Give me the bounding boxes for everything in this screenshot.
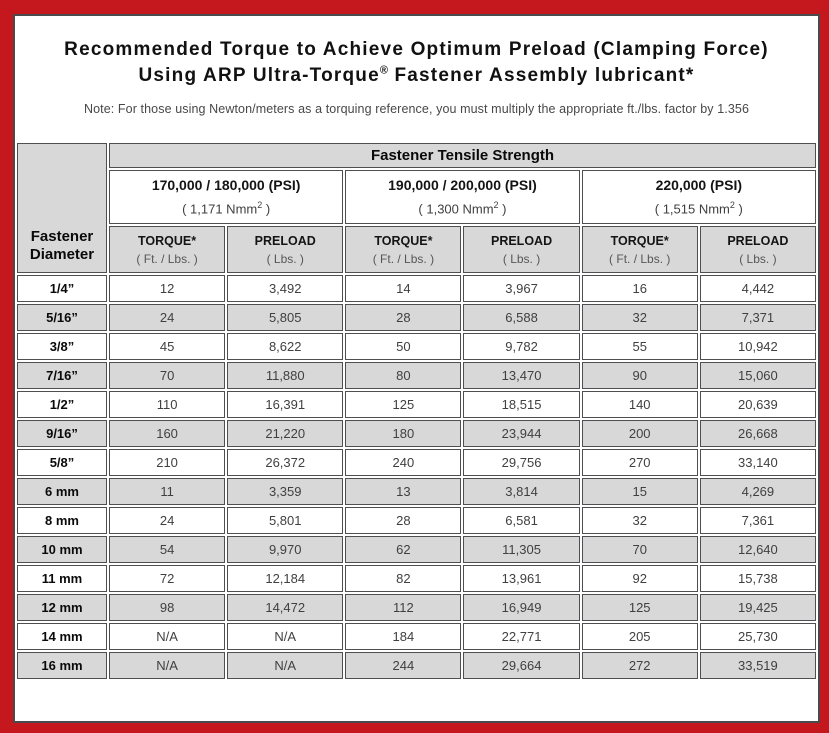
torque-value-cell: N/A [109, 623, 225, 650]
torque-value-cell: 240 [345, 449, 461, 476]
torque-column-header: TORQUE* ( Ft. / Lbs. ) [582, 226, 698, 273]
preload-value-cell: N/A [227, 652, 343, 679]
torque-value-cell: 24 [109, 304, 225, 331]
torque-value-cell: 28 [345, 304, 461, 331]
torque-value-cell: 24 [109, 507, 225, 534]
table-row [17, 507, 816, 534]
psi-label: 190,000 / 200,000 (PSI) [388, 177, 537, 194]
preload-value-cell: 4,442 [700, 275, 816, 302]
preload-value-cell: 16,949 [463, 594, 579, 621]
preload-value-cell: N/A [227, 623, 343, 650]
table-row [17, 478, 816, 505]
page-title-line1: Recommended Torque to Achieve Optimum Preload (Clamping Force) [64, 39, 769, 60]
torque-value-cell: 15 [582, 478, 698, 505]
preload-value-cell: 4,269 [700, 478, 816, 505]
preload-value-cell: 3,967 [463, 275, 579, 302]
fastener-diameter-cell: 5/16” [17, 304, 107, 331]
psi-label: 220,000 (PSI) [655, 177, 742, 194]
registered-trademark-symbol: ® [379, 64, 388, 77]
preload-value-cell: 29,664 [463, 652, 579, 679]
corner-label-line2: Diameter [29, 246, 95, 264]
tensile-strength-header-row [17, 143, 816, 168]
preload-value-cell: 10,942 [700, 333, 816, 360]
torque-value-cell: 45 [109, 333, 225, 360]
preload-value-cell: 11,880 [227, 362, 343, 389]
conversion-note: Note: For those using Newton/meters as a torquing reference, you must multiply the appropriate ft./lbs. factor by 1.356 [83, 102, 749, 117]
strength-group-190-200 [345, 170, 579, 224]
preload-value-cell: 8,622 [227, 333, 343, 360]
preload-value-cell: 3,359 [227, 478, 343, 505]
preload-value-cell: 15,060 [700, 362, 816, 389]
fastener-diameter-cell: 7/16” [17, 362, 107, 389]
preload-value-cell: 29,756 [463, 449, 579, 476]
title-block [15, 16, 818, 141]
table-row [17, 304, 816, 331]
torque-column-header: TORQUE* ( Ft. / Lbs. ) [109, 226, 225, 273]
preload-value-cell: 12,640 [700, 536, 816, 563]
preload-value-cell: 20,639 [700, 391, 816, 418]
fastener-diameter-cell: 9/16” [17, 420, 107, 447]
table-row [17, 420, 816, 447]
table-row [17, 333, 816, 360]
preload-value-cell: 23,944 [463, 420, 579, 447]
torque-value-cell: 28 [345, 507, 461, 534]
preload-value-cell: 9,970 [227, 536, 343, 563]
nmm-label: ( 1,171 Nmm$^2$ ) [182, 200, 271, 217]
torque-value-cell: 70 [582, 536, 698, 563]
psi-header-row [17, 170, 816, 224]
torque-value-cell: 72 [109, 565, 225, 592]
fastener-diameter-cell: 5/8” [17, 449, 107, 476]
preload-value-cell: 14,472 [227, 594, 343, 621]
page-title-line2 [15, 63, 818, 89]
torque-value-cell: 110 [109, 391, 225, 418]
preload-column-header: PRELOAD ( Lbs. ) [227, 226, 343, 273]
torque-value-cell: 80 [345, 362, 461, 389]
preload-value-cell: 7,361 [700, 507, 816, 534]
table-body [17, 275, 816, 679]
torque-value-cell: 92 [582, 565, 698, 592]
torque-value-cell: 272 [582, 652, 698, 679]
preload-value-cell: 5,805 [227, 304, 343, 331]
torque-value-cell: 62 [345, 536, 461, 563]
fastener-diameter-cell: 10 mm [17, 536, 107, 563]
fastener-diameter-cell: 3/8” [17, 333, 107, 360]
preload-value-cell: 6,581 [463, 507, 579, 534]
torque-value-cell: 32 [582, 507, 698, 534]
table-row [17, 449, 816, 476]
title-line2-suffix: Fastener Assembly lubricant* [387, 64, 695, 86]
preload-value-cell: 7,371 [700, 304, 816, 331]
fastener-diameter-cell: 14 mm [17, 623, 107, 650]
fastener-diameter-cell: 11 mm [17, 565, 107, 592]
preload-value-cell: 26,668 [700, 420, 816, 447]
table-row [17, 362, 816, 389]
torque-value-cell: 82 [345, 565, 461, 592]
torque-value-cell: 125 [582, 594, 698, 621]
torque-value-cell: 90 [582, 362, 698, 389]
torque-value-cell: 160 [109, 420, 225, 447]
preload-value-cell: 22,771 [463, 623, 579, 650]
preload-value-cell: 3,814 [463, 478, 579, 505]
torque-value-cell: 210 [109, 449, 225, 476]
torque-value-cell: 16 [582, 275, 698, 302]
preload-value-cell: 26,372 [227, 449, 343, 476]
torque-value-cell: 70 [109, 362, 225, 389]
table-row [17, 391, 816, 418]
torque-value-cell: 98 [109, 594, 225, 621]
preload-value-cell: 11,305 [463, 536, 579, 563]
preload-value-cell: 13,470 [463, 362, 579, 389]
fastener-diameter-cell: 1/2” [17, 391, 107, 418]
preload-value-cell: 25,730 [700, 623, 816, 650]
torque-value-cell: 270 [582, 449, 698, 476]
torque-value-cell: 13 [345, 478, 461, 505]
torque-value-cell: 244 [345, 652, 461, 679]
torque-value-cell: N/A [109, 652, 225, 679]
preload-value-cell: 5,801 [227, 507, 343, 534]
torque-value-cell: 200 [582, 420, 698, 447]
torque-value-cell: 125 [345, 391, 461, 418]
torque-value-cell: 184 [345, 623, 461, 650]
fastener-diameter-cell: 16 mm [17, 652, 107, 679]
fastener-diameter-cell: 12 mm [17, 594, 107, 621]
torque-value-cell: 205 [582, 623, 698, 650]
tensile-strength-header: Fastener Tensile Strength [109, 143, 816, 168]
torque-preload-header-row [17, 226, 816, 273]
torque-value-cell: 112 [345, 594, 461, 621]
preload-value-cell: 6,588 [463, 304, 579, 331]
preload-value-cell: 19,425 [700, 594, 816, 621]
content-frame [13, 14, 820, 723]
preload-value-cell: 18,515 [463, 391, 579, 418]
nmm-label: ( 1,515 Nmm$^2$ ) [654, 200, 743, 217]
torque-value-cell: 11 [109, 478, 225, 505]
table-row [17, 623, 816, 650]
table-row [17, 536, 816, 563]
preload-value-cell: 15,738 [700, 565, 816, 592]
fastener-diameter-cell: 8 mm [17, 507, 107, 534]
torque-value-cell: 50 [345, 333, 461, 360]
torque-value-cell: 54 [109, 536, 225, 563]
strength-group-220 [582, 170, 816, 224]
preload-value-cell: 3,492 [227, 275, 343, 302]
title-line2-prefix: Using ARP Ultra-Torque [138, 64, 380, 86]
torque-value-cell: 140 [582, 391, 698, 418]
fastener-diameter-cell: 6 mm [17, 478, 107, 505]
table-row [17, 565, 816, 592]
torque-value-cell: 180 [345, 420, 461, 447]
preload-column-header: PRELOAD ( Lbs. ) [700, 226, 816, 273]
preload-value-cell: 33,140 [700, 449, 816, 476]
preload-value-cell: 9,782 [463, 333, 579, 360]
nmm-label: ( 1,300 Nmm$^2$ ) [418, 200, 507, 217]
torque-column-header: TORQUE* ( Ft. / Lbs. ) [345, 226, 461, 273]
strength-group-170-180 [109, 170, 343, 224]
torque-value-cell: 55 [582, 333, 698, 360]
table-row [17, 652, 816, 679]
torque-table [15, 141, 818, 681]
preload-value-cell: 13,961 [463, 565, 579, 592]
torque-value-cell: 12 [109, 275, 225, 302]
table-row [17, 275, 816, 302]
preload-value-cell: 21,220 [227, 420, 343, 447]
preload-value-cell: 12,184 [227, 565, 343, 592]
fastener-diameter-header [17, 143, 107, 273]
torque-value-cell: 14 [345, 275, 461, 302]
preload-value-cell: 16,391 [227, 391, 343, 418]
preload-column-header: PRELOAD ( Lbs. ) [463, 226, 579, 273]
psi-label: 170,000 / 180,000 (PSI) [151, 177, 301, 194]
preload-value-cell: 33,519 [700, 652, 816, 679]
table-row [17, 594, 816, 621]
torque-value-cell: 32 [582, 304, 698, 331]
fastener-diameter-cell: 1/4” [17, 275, 107, 302]
corner-label-line1: Fastener [30, 227, 94, 245]
